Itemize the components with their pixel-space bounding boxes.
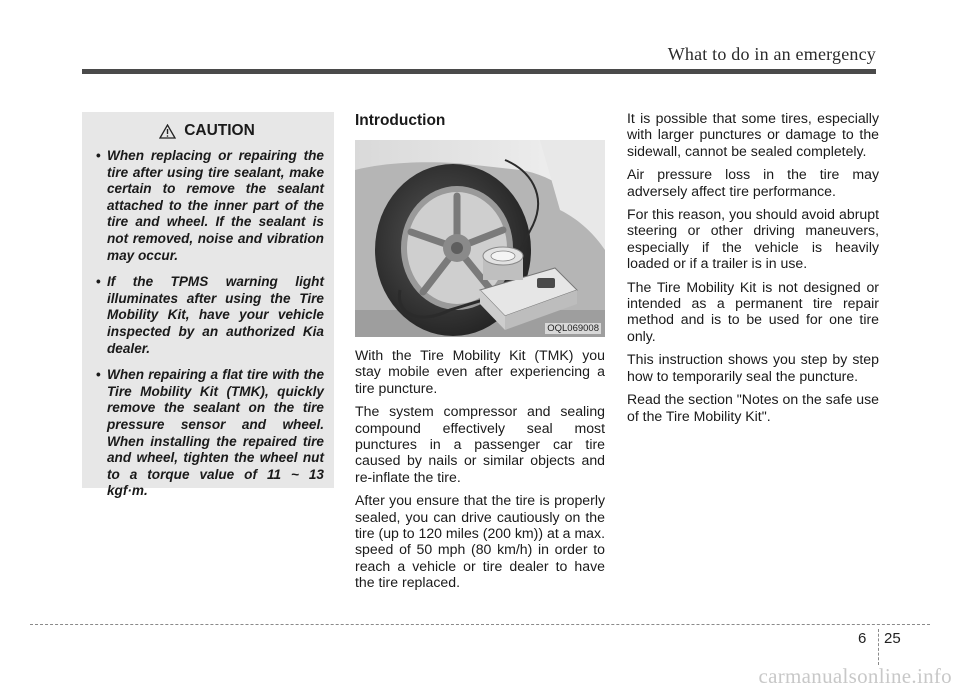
figure-code: OQL069008 — [547, 323, 599, 334]
body-paragraph: The system compressor and sealing compound effectively seal most punctures in a passenger car tire caused by nails or similar objects and re-inflate the tire. — [355, 403, 605, 485]
caution-item: • If the TPMS warning light illuminates after using the Tire Mobility Kit, have your vehicle inspected by an authorized Kia dealer. — [96, 274, 324, 357]
body-paragraph: Air pressure loss in the tire may adversely affect tire performance. — [627, 166, 879, 199]
header-rule — [82, 69, 876, 74]
footer-rule — [30, 624, 930, 625]
body-paragraph: This instruction shows you step by step how to temporarily seal the puncture. — [627, 351, 879, 384]
watermark: carmanualsonline.info — [758, 664, 952, 688]
caution-box — [82, 112, 334, 499]
tire-compressor-image — [355, 140, 605, 337]
page-number: 25 — [884, 630, 901, 647]
header-title: What to do in an emergency — [667, 44, 876, 64]
body-paragraph: It is possible that some tires, especially with larger punctures or damage to the sidewall, cannot be sealed completely. — [627, 110, 879, 159]
caution-heading — [90, 122, 324, 140]
caution-list — [96, 148, 324, 500]
tire-mobility-kit-illustration — [355, 140, 605, 337]
caution-heading-text: CAUTION — [184, 122, 255, 139]
body-paragraph: For this reason, you should avoid abrupt steering or other driving maneuvers, especially if the vehicle is heavily loaded or if a trailer is in use. — [627, 206, 879, 272]
warning-triangle-icon — [159, 124, 176, 139]
introduction-column — [355, 110, 605, 598]
body-paragraph: Read the section "Notes on the safe use of the Tire Mobility Kit". — [627, 391, 879, 424]
page-divider — [878, 629, 879, 665]
body-paragraph: With the Tire Mobility Kit (TMK) you stay mobile even after experiencing a tire puncture. — [355, 347, 605, 396]
caution-item: • When repairing a flat tire with the Tire Mobility Kit (TMK), quickly remove the sealant on the tire pressure sensor and wheel. When installing the repaired tire and wheel, tighten the wheel nut to a torque value of 11 ~ 13 kgf·m. — [96, 367, 324, 500]
body-paragraph: After you ensure that the tire is properly sealed, you can drive cautiously on the tire (up to 120 miles (200 km)) at a max. speed of 50 mph (80 km/h) in order to reach a vehicle or tire dealer to have the tire replaced. — [355, 492, 605, 591]
caution-item: • When replacing or repairing the tire after using tire sealant, make certain to remove the sealant attached to the inner part of the tire and wheel. If the sealant is not removed, noise and vibration may occur. — [96, 148, 324, 264]
right-column — [627, 110, 879, 431]
chapter-number: 6 — [858, 630, 867, 647]
section-title: Introduction — [355, 112, 446, 129]
body-paragraph: The Tire Mobility Kit is not designed or intended as a permanent tire repair method and is to be used for one tire only. — [627, 278, 879, 344]
